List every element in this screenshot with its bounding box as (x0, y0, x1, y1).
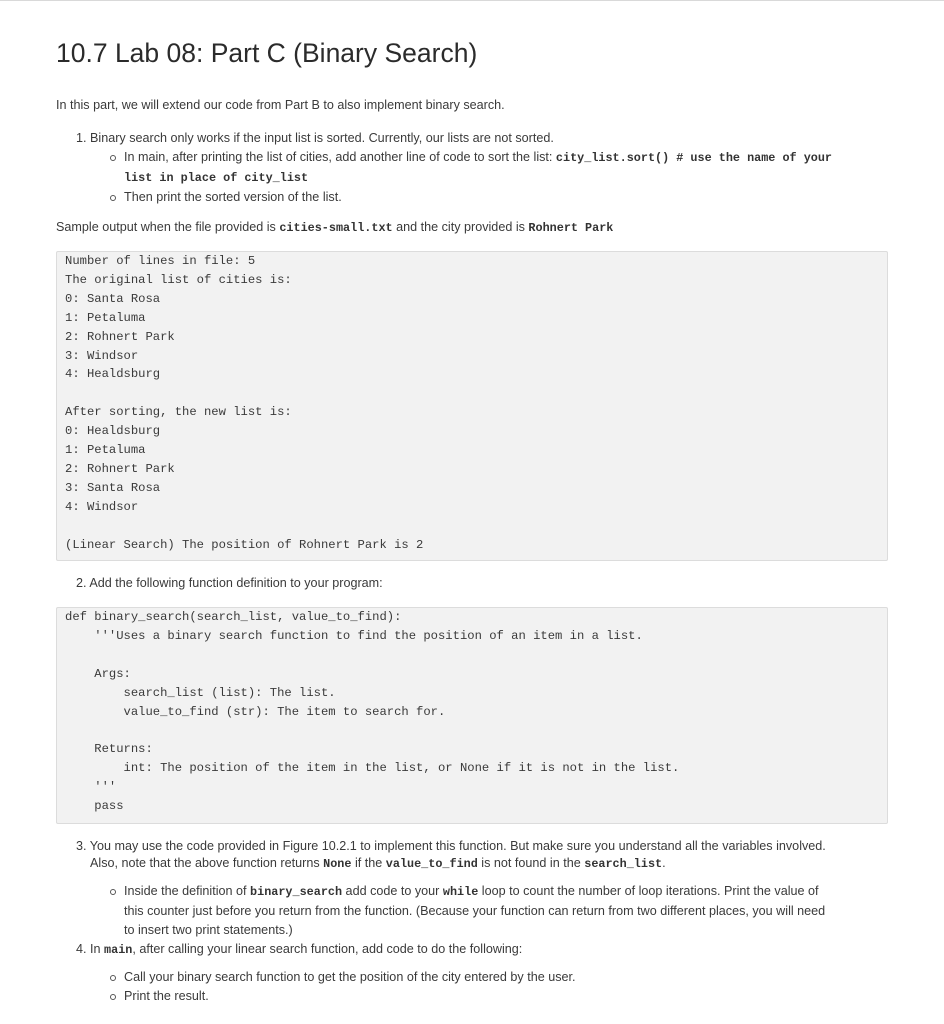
step-1-number: 1. (76, 131, 87, 145)
city-code: Rohnert Park (528, 221, 614, 235)
filename-code: cities-small.txt (279, 221, 393, 235)
sample-output-block: Number of lines in file: 5 The original list of cities is: 0: Santa Rosa 1: Petaluma 2: Rohnert Park 3: Windsor 4: Healdsburg After sorting, the new list is: 0: Healdsburg 1: Petaluma 2: Rohnert Park 3: Santa Rosa 4: Windsor (Linear Search) The position of Rohnert Park is 2 (56, 251, 888, 561)
page-title: 10.7 Lab 08: Part C (Binary Search) (56, 38, 478, 68)
step-2 (76, 575, 383, 592)
step-1-sub-1-text: In main, after printing the list of cities, add another line of code to sort the list: city_list.sort() # use the name of your (124, 150, 833, 165)
step-4 (76, 941, 888, 1006)
intro-paragraph: In this part, we will extend our code from Part B to also implement binary search. (56, 98, 505, 112)
step-1-text (76, 130, 888, 147)
step-4-sub-2: Print the result. (76, 987, 888, 1006)
step-3-line-1: 3. You may use the code provided in Figure 10.2.1 to implement this function. But make sure you understand all the variables involved. (76, 839, 826, 853)
step-4-sub-list (76, 968, 888, 1006)
step-3 (76, 838, 888, 940)
step-3-sub-1-line-3: to insert two print statements.) (124, 923, 293, 937)
step-1-label: Binary search only works if the input list is sorted. Currently, our lists are not sorted. (90, 131, 554, 145)
top-divider (0, 0, 944, 1)
sample-output-caption: Sample output when the file provided is cities-small.txt and the city provided is Rohnert Park (56, 220, 614, 235)
step-3-sub-list (76, 882, 888, 940)
step-1-sub-1 (76, 148, 888, 188)
step-3-sub-1-line-2: this counter just before you return from the function. (Because your function can return from two different places, you will need (124, 904, 826, 918)
step-2-label: Add the following function definition to your program: (89, 576, 383, 590)
step-4-line: 4. In main, after calling your linear search function, add code to do the following: (76, 942, 523, 957)
step-4-sub-1: Call your binary search function to get the position of the city entered by the user. (76, 968, 888, 987)
step-3-line-2: Also, note that the above function returns None if the value_to_find is not found in the search_list. (90, 856, 666, 871)
sort-code-continued: list in place of city_list (124, 171, 309, 185)
step-1 (76, 130, 888, 207)
circle-bullet-icon (110, 975, 116, 981)
function-definition-block: def binary_search(search_list, value_to_find): '''Uses a binary search function to find the position of an item in a list. Args: search_list (list): The list. value_to_find (str): The item to search for. Returns: int: The position of the item in the list, or None if it is not in the list. ''' pass (56, 607, 888, 824)
circle-bullet-icon (110, 195, 116, 201)
circle-bullet-icon (110, 155, 116, 161)
circle-bullet-icon (110, 994, 116, 1000)
circle-bullet-icon (110, 889, 116, 895)
step-2-number: 2. (76, 576, 87, 590)
sort-code: city_list.sort() # use the name of your (555, 151, 833, 165)
step-3-sub-1: Inside the definition of binary_search add code to your while loop to count the number of loop iterations. Print the value of (76, 882, 888, 902)
step-1-sub-2: Then print the sorted version of the list. (76, 188, 888, 207)
